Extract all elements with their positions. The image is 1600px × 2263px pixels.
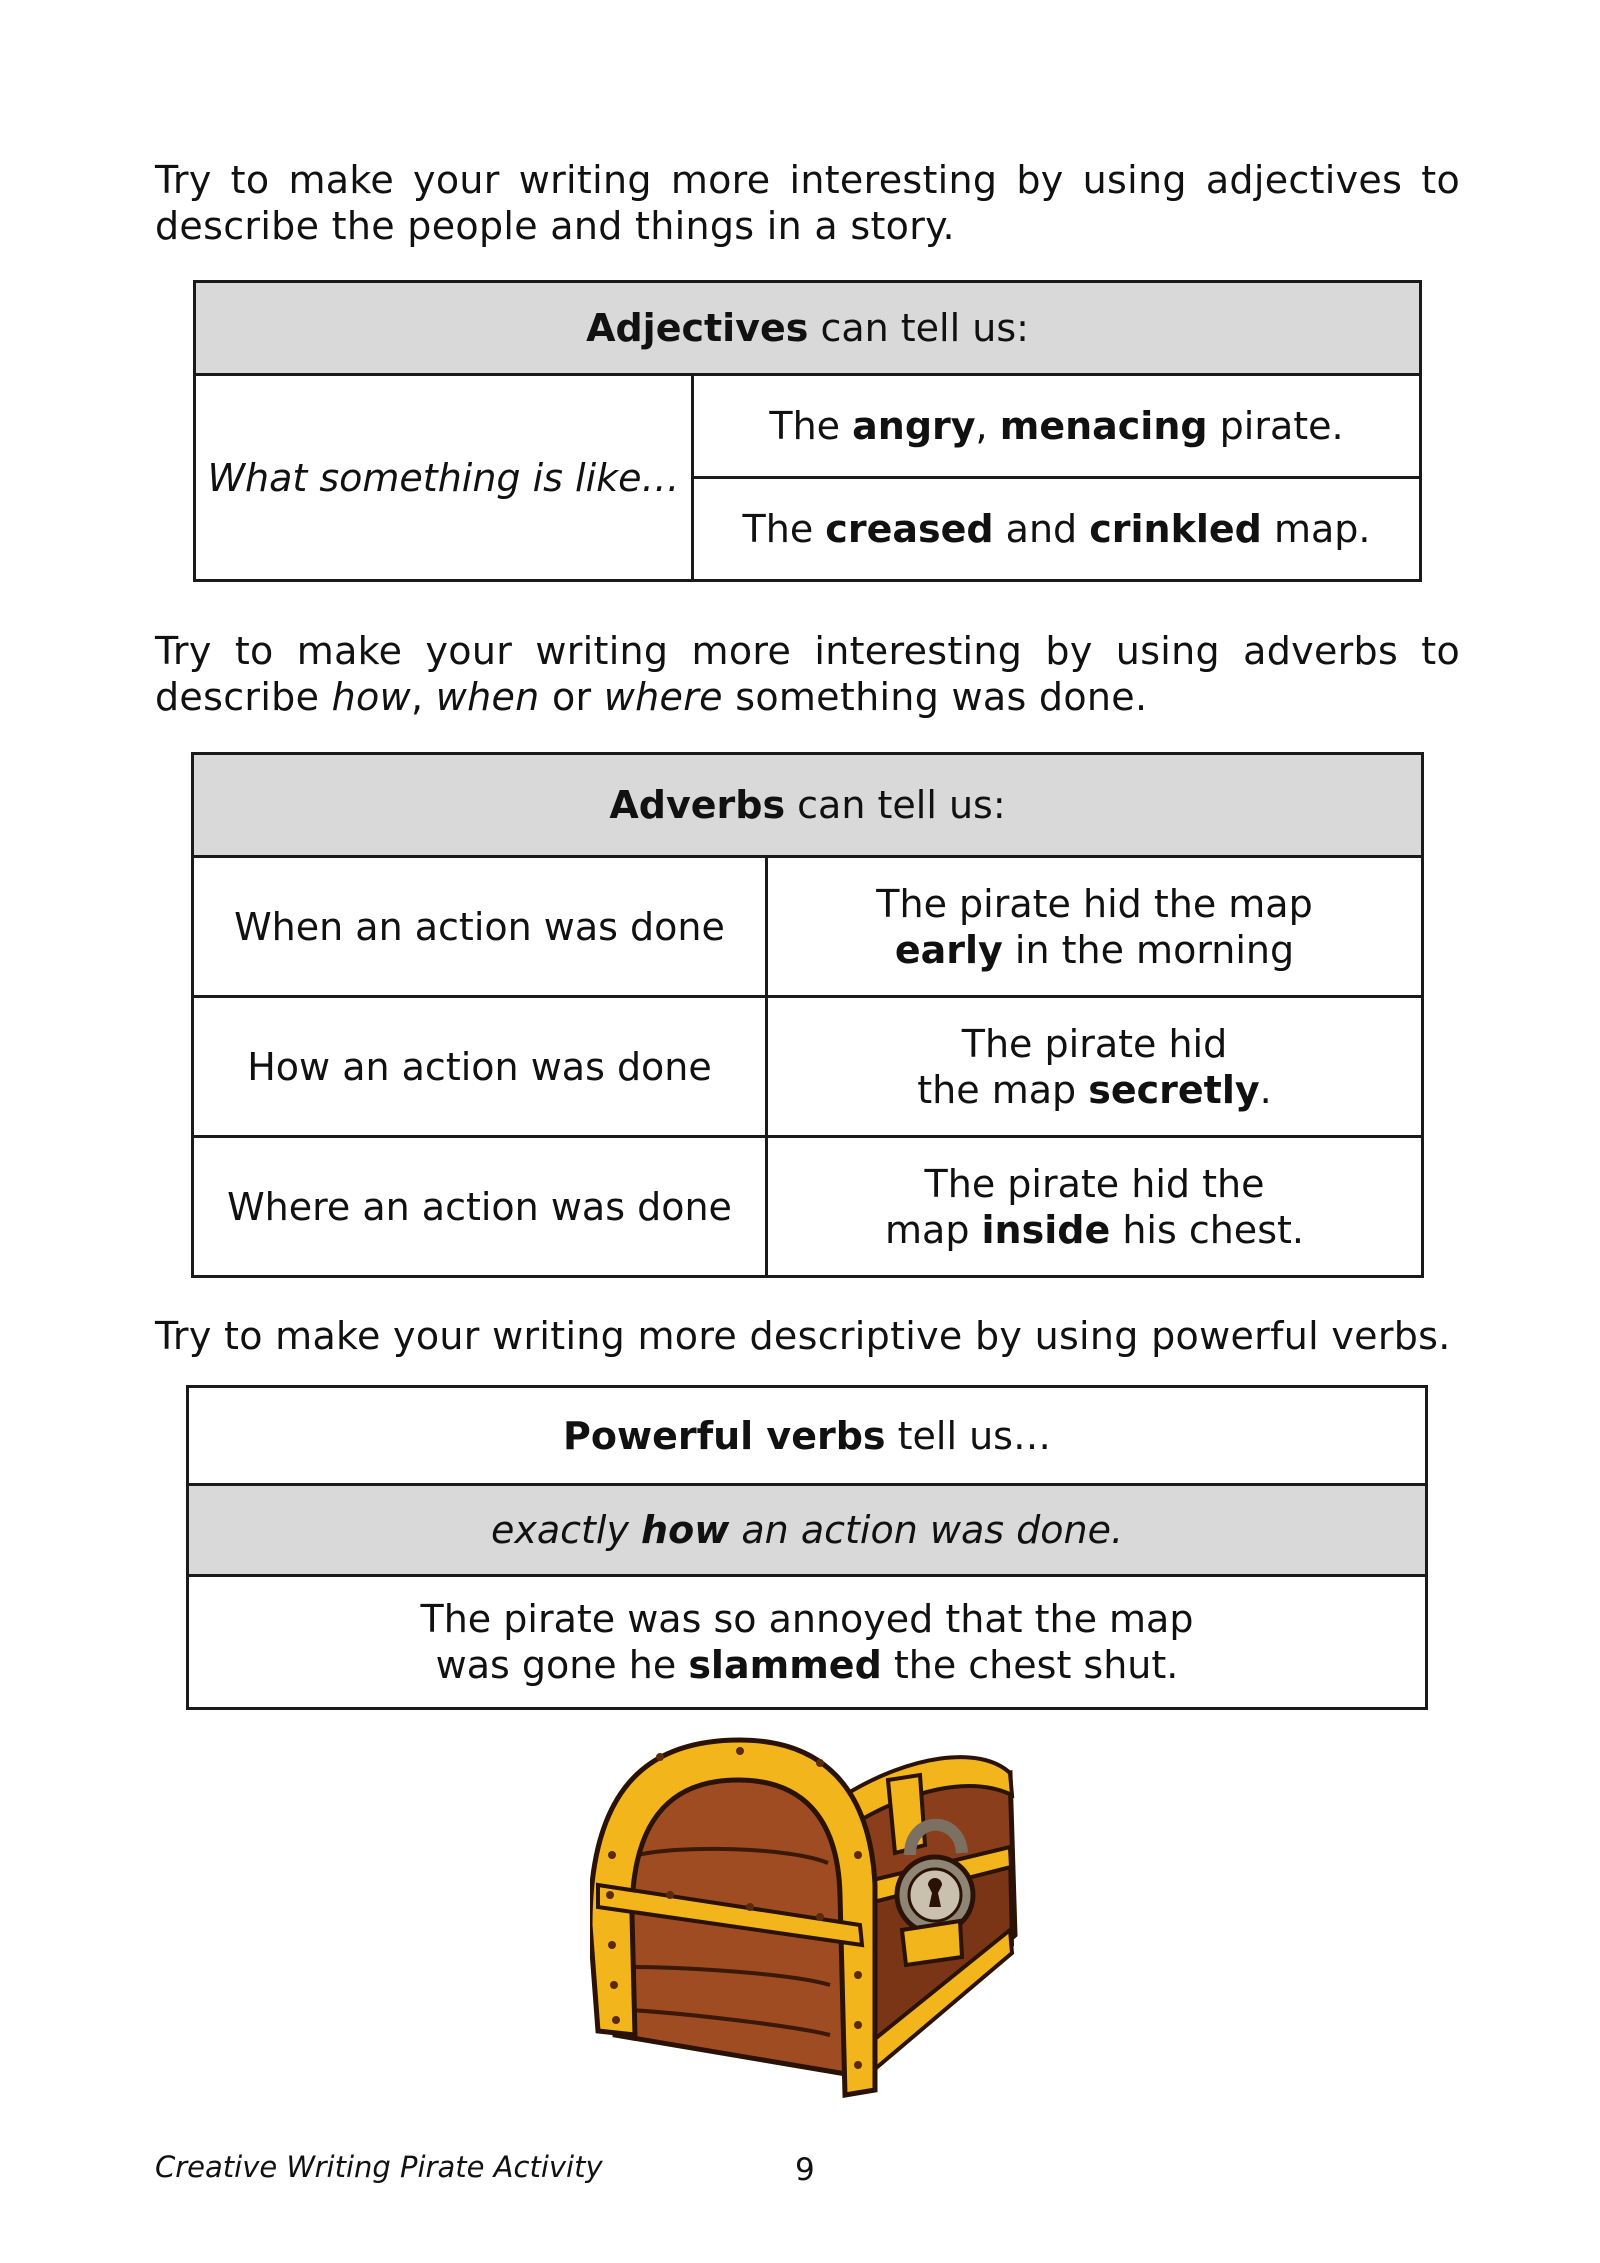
powerful-verbs-example: The pirate was so annoyed that the map was gone he slammed the chest shut.: [188, 1576, 1427, 1709]
adverbs-row-label: When an action was done: [193, 857, 767, 997]
powerful-verbs-table: [186, 1385, 1428, 1710]
adverbs-row: [193, 1137, 1423, 1277]
adjectives-example-1: The angry, menacing pirate.: [693, 375, 1421, 478]
adjectives-table: [193, 280, 1422, 582]
treasure-chest-icon: [590, 1735, 1030, 2105]
adverbs-row-example: The pirate hid the map secretly.: [767, 997, 1423, 1137]
intro-adverbs: Try to make your writing more interesting by using adverbs to describe how, when or where something was done.: [155, 629, 1460, 719]
intro-verbs: Try to make your writing more descriptive by using powerful verbs.: [155, 1314, 1451, 1358]
adverbs-row-example: The pirate hid the map inside his chest.: [767, 1137, 1423, 1277]
adjectives-example-2: The creased and crinkled map.: [693, 478, 1421, 581]
intro-adjectives: Try to make your writing more interesting by using adjectives to describe the people and things in a story.: [155, 158, 1460, 248]
footer-title: Creative Writing Pirate Activity: [155, 2150, 603, 2184]
adverbs-table: [191, 752, 1424, 1278]
adverbs-table-header: Adverbs can tell us:: [193, 754, 1423, 857]
adjectives-category: What something is like…: [195, 375, 693, 581]
adverbs-row: [193, 857, 1423, 997]
adjectives-table-header: Adjectives can tell us:: [195, 282, 1421, 375]
adverbs-row-label: Where an action was done: [193, 1137, 767, 1277]
page-number: 9: [795, 2152, 815, 2188]
adverbs-row: [193, 997, 1423, 1137]
powerful-verbs-header: Powerful verbs tell us…: [188, 1387, 1427, 1485]
adverbs-row-label: How an action was done: [193, 997, 767, 1137]
powerful-verbs-subheader: exactly how an action was done.: [188, 1485, 1427, 1576]
adverbs-row-example: The pirate hid the map early in the morning: [767, 857, 1423, 997]
